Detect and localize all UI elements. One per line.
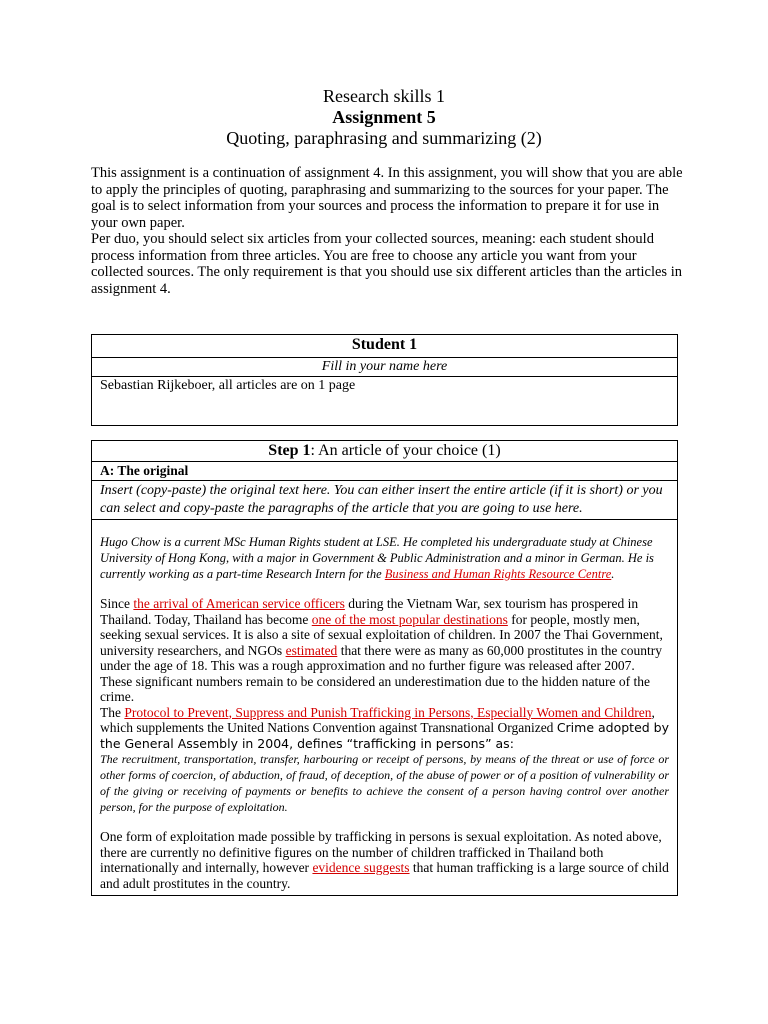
intro-paragraph-1: This assignment is a continuation of assignment 4. In this assignment, you will show that you are able to apply the principles of quoting, paraphrasing and summarizing to the sources for your paper. The goal is to select information from your sources and process the information to prepare it for use in your own paper. xyxy=(91,165,683,231)
student-name-hint: Fill in your name here xyxy=(92,358,678,377)
intro-text xyxy=(91,165,687,297)
course-title: Research skills 1 xyxy=(323,86,445,106)
popular-destinations-link[interactable]: one of the most popular destinations xyxy=(311,611,508,627)
article-paragraph-2: The Protocol to Prevent, Suppress and Punish Trafficking in Persons, Especially Women and Children, which supplements the United Nations Convention against Transnational Organized Crime adopted by the General Assembly in 2004, defines “trafficking in persons” as: xyxy=(100,704,670,751)
step-title xyxy=(92,441,678,462)
american-officers-link[interactable]: the arrival of American service officers xyxy=(133,596,345,611)
article-paragraph-3: One form of exploitation made possible by trafficking in persons is sexual exploitation. As noted above, there are currently no definitive figures on the number of children trafficked in Thailand both internationally and internally, however evidence suggests that human trafficking is a large source of child and adult prostitutes in the country. xyxy=(100,829,669,891)
article-text-field[interactable] xyxy=(92,520,678,896)
assignment-subtitle: Quoting, paraphrasing and summarizing (2) xyxy=(226,128,542,148)
student-title: Student 1 xyxy=(92,335,678,358)
trafficking-definition-quote: The recruitment, transportation, transfer, harbouring or receipt of persons, by means of the threat or use of force or other forms of coercion, of abduction, of fraud, of deception, of the abuse of power or of a position of vulnerability or of the giving or receiving of payments or benefits to achieve the consent of a person having control over another person, for the purpose of exploitation. xyxy=(100,752,669,814)
step-title-rest: : An article of your choice (1) xyxy=(310,442,501,459)
author-bio: Hugo Chow is a current MSc Human Rights student at LSE. He completed his undergraduate study at Chinese University of Hong Kong, with a major in Government & Public Administration and a minor in German. He is currently working as a part-time Research Intern for the Business and Human Rights Resource Centre. xyxy=(100,535,654,581)
article-paragraph-1: Since the arrival of American service officers during the Vietnam War, sex tourism has prospered in Thailand. Today, Thailand has become one of the most popular destinations for people, mostly men, seeking sexual services. It is also a site of sexual exploitation of children. In 2007 the Thai Government, university researchers, and NGOs estimated that there were as many as 60,000 prostitutes in the country under the age of 18. This was a rough approximation and no further figure was released after 2007. These significant numbers remain to be considered an underestimation due to the hidden nature of the crime. xyxy=(100,596,663,704)
step-label: Step 1 xyxy=(268,442,311,459)
section-heading: A: The original xyxy=(92,462,678,481)
student-name-field[interactable]: Sebastian Rijkeboer, all articles are on 1 page xyxy=(92,377,678,426)
protocol-link[interactable]: Protocol to Prevent, Suppress and Punish Trafficking in Persons, Especially Women and Children xyxy=(124,704,652,720)
step-table xyxy=(91,440,678,896)
bhrrc-link[interactable]: Business and Human Rights Resource Centre xyxy=(384,567,612,581)
student-table xyxy=(91,334,678,426)
assignment-title: Assignment 5 xyxy=(332,107,436,127)
instruction-text: Insert (copy-paste) the original text here. You can either insert the entire article (if it is short) or you can select and copy-paste the paragraphs of the article that you are going to use here. xyxy=(92,481,678,520)
intro-paragraph-2: Per duo, you should select six articles from your collected sources, meaning: each student should process information from three articles. You are free to choose any article you want from your collected sources. The only requirement is that you should use six different articles than the articles in assignment 4. xyxy=(91,231,682,297)
evidence-suggests-link[interactable]: evidence suggests xyxy=(312,860,410,875)
estimated-link[interactable]: estimated xyxy=(285,642,338,658)
